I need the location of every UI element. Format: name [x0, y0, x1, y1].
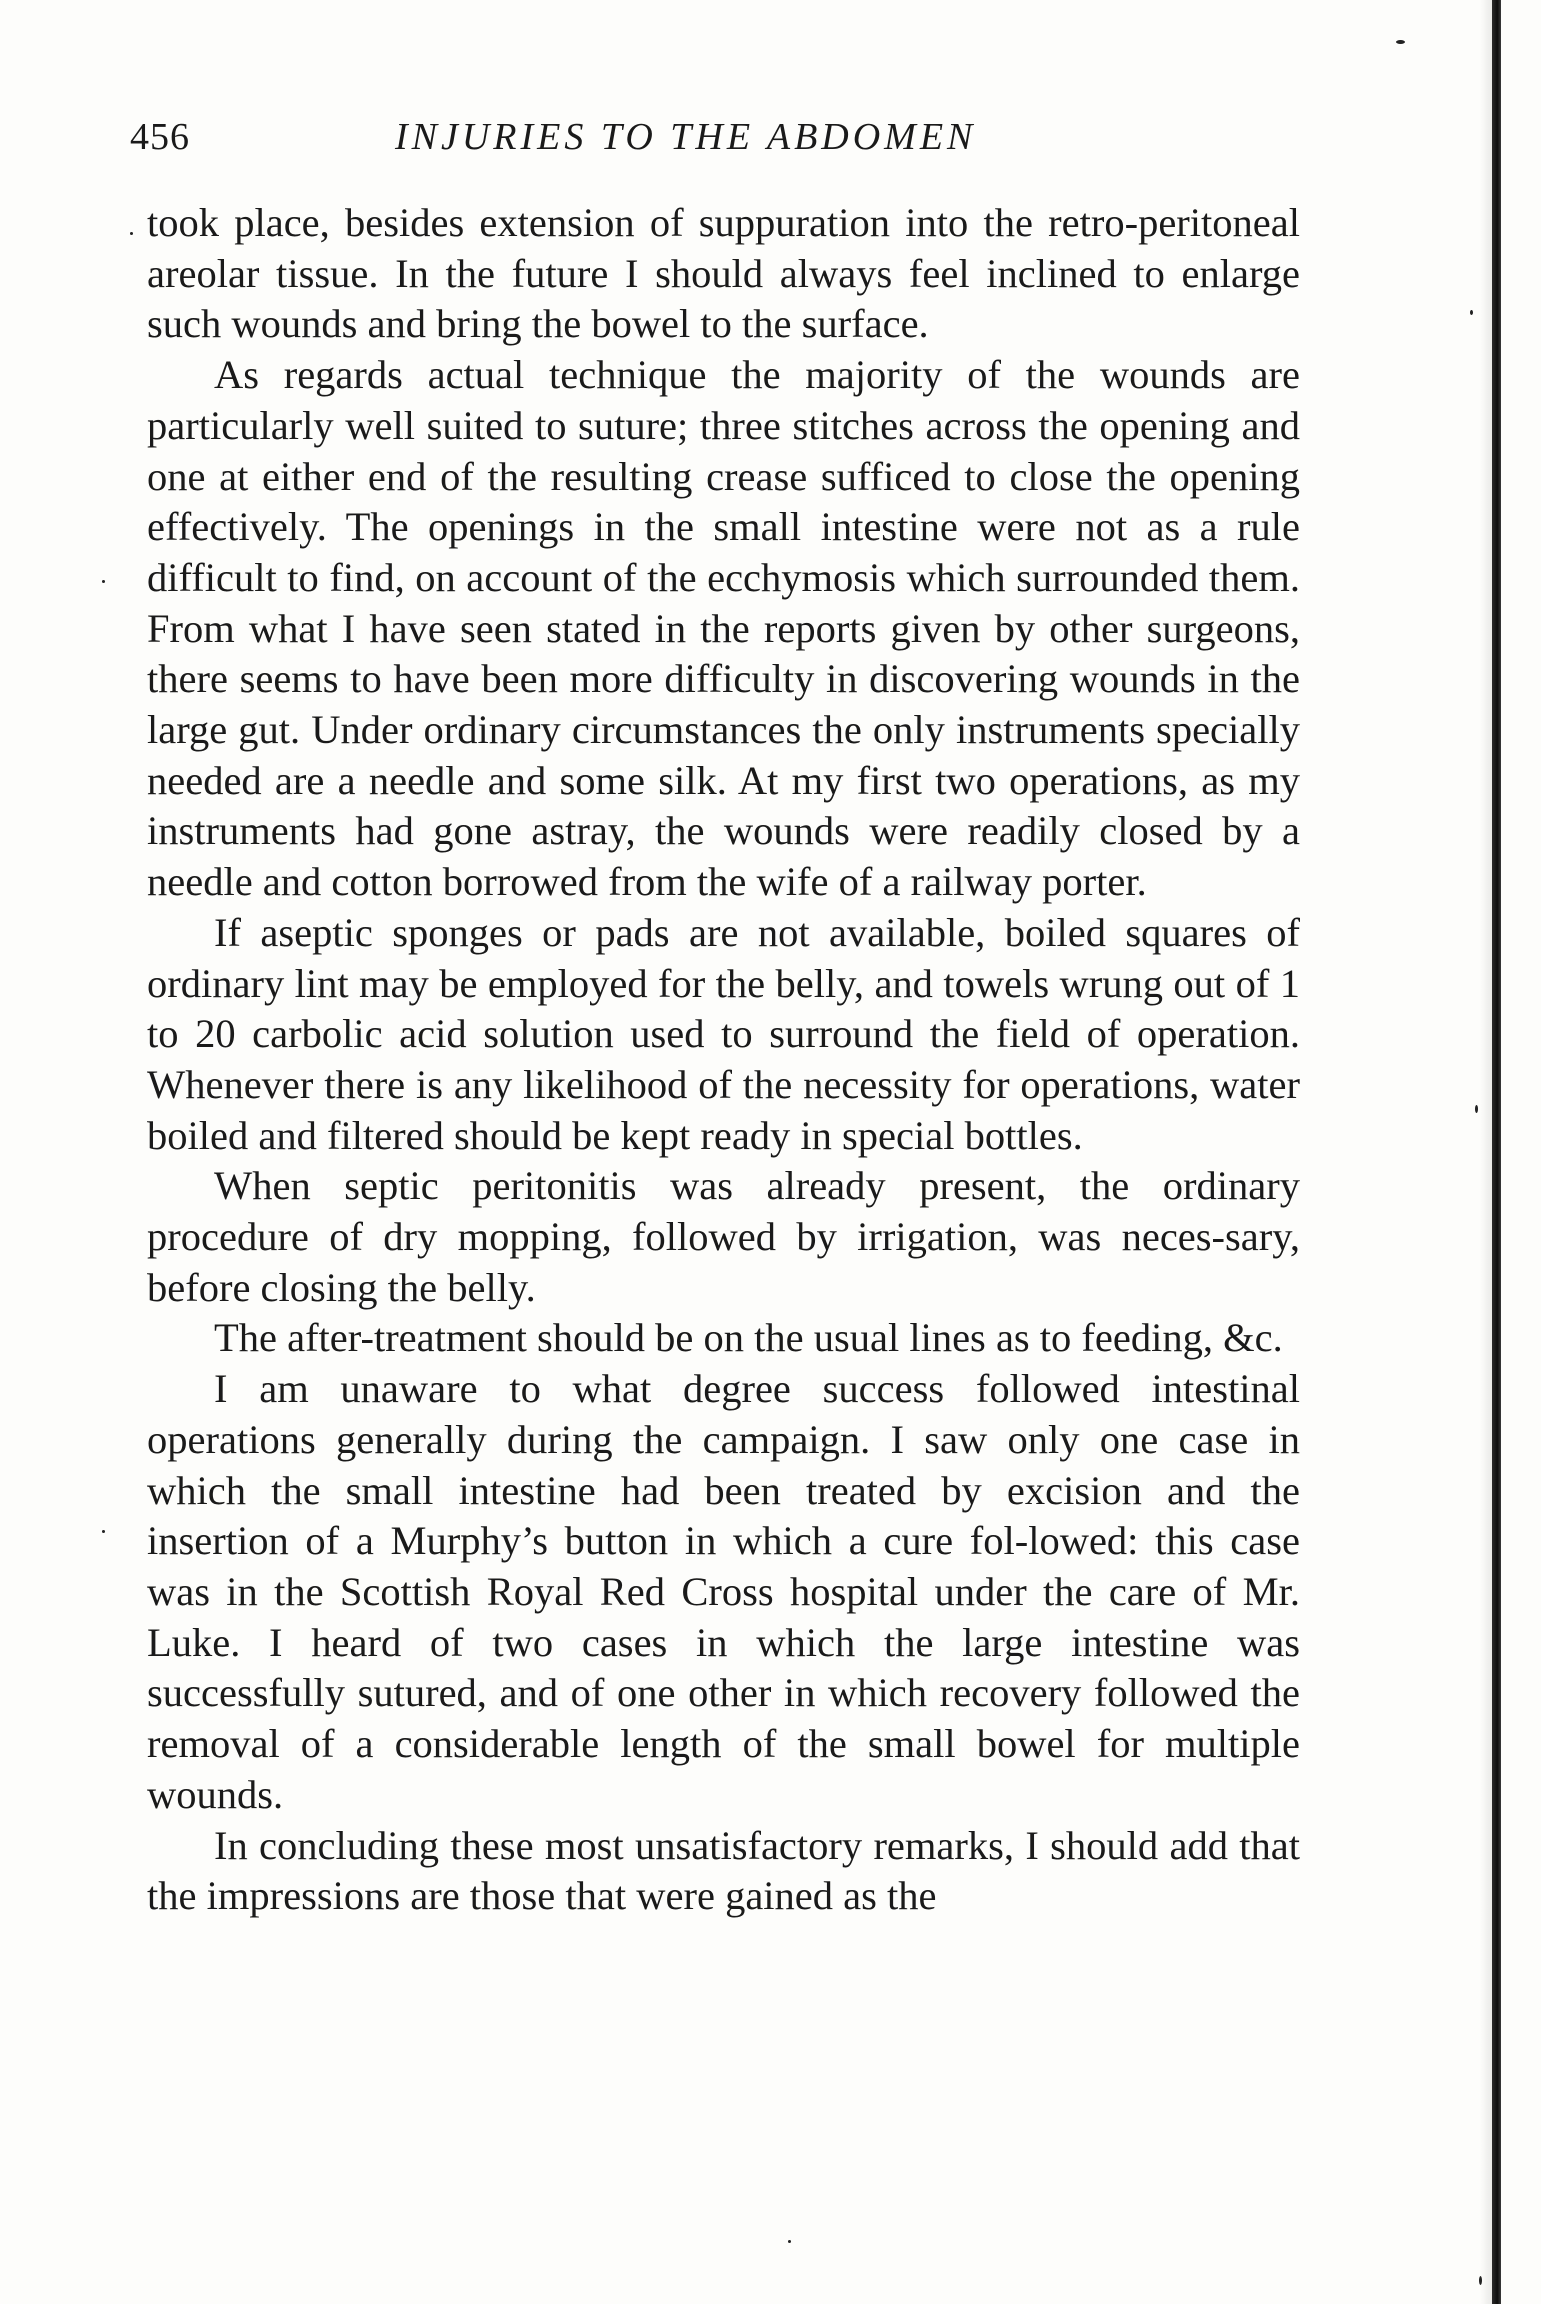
body-text [147, 198, 1300, 1922]
paragraph: The after-treatment should be on the usual lines as to feeding, &c. [214, 1315, 1283, 1361]
scan-speck [788, 2240, 791, 2243]
scan-speck [102, 1530, 105, 1533]
scan-speck [1396, 40, 1405, 44]
paragraph: In concluding these most unsatisfactory remarks, I should add that the impressions are those that were gained as the [147, 1822, 1300, 1919]
page-number: 456 [130, 116, 190, 158]
paragraph: As regards actual technique the majority of the wounds are particularly well suited to suture; three stitches across the opening and one at either end of the resulting crease sufficed to close the opening effectively. The openings in the small intestine were not as a rule difficult to find, on account of the ecchymosis which surrounded them. From what I have seen stated in the reports given by other surgeons, there seems to have been more difficulty in discovering wounds in the large gut. Under ordinary circumstances the only instruments specially needed are a needle and some silk. At my first two operations, as my instruments had gone astray, the wounds were readily closed by a needle and cotton borrowed from the wife of a railway porter. [147, 352, 1300, 905]
running-title: INJURIES TO THE ABDOMEN [395, 116, 977, 158]
paragraph: took place, besides extension of suppuration into the retro-peritoneal areolar tissue. In the future I should always feel inclined to enlarge such wounds and bring the bowel to the surface. [147, 200, 1300, 347]
scan-speck [130, 232, 133, 235]
scan-speck [1470, 310, 1473, 315]
scan-edge-shadow [1480, 0, 1492, 2304]
paragraph: If aseptic sponges or pads are not available, boiled squares of ordinary lint may be employed for the belly, and towels wrung out of 1 to 20 carbolic acid solution used to surround the field of operation. Whenever there is any likelihood of the necessity for operations, water boiled and filtered should be kept ready in special bottles. [147, 909, 1300, 1158]
scan-speck [1479, 2276, 1482, 2285]
page-header [130, 112, 1300, 162]
paragraph: When septic peritonitis was already present, the ordinary procedure of dry mopping, followed by irrigation, was neces-sary, before closing the belly. [147, 1163, 1300, 1310]
scan-speck [1475, 1105, 1478, 1113]
paragraph: I am unaware to what degree success followed intestinal operations generally during the campaign. I saw only one case in which the small intestine had been treated by excision and the insertion of a Murphy’s button in which a cure fol-lowed: this case was in the Scottish Royal Red Cross hospital under the care of Mr. Luke. I heard of two cases in which the large intestine was successfully sutured, and of one other in which recovery followed the removal of a considerable length of the small bowel for multiple wounds. [147, 1366, 1300, 1817]
scan-speck [102, 580, 105, 583]
scanner-edge [1492, 0, 1501, 2304]
